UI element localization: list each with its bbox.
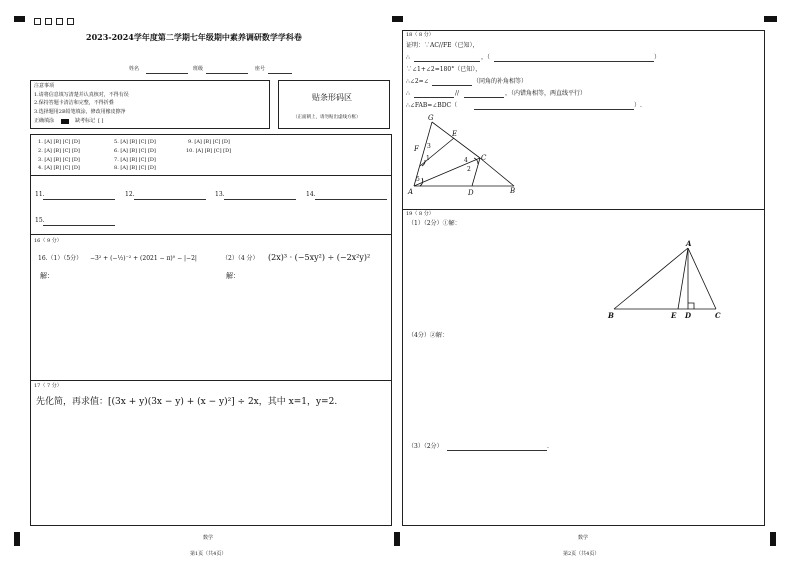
label-C: C: [715, 311, 721, 320]
q18-blank-6[interactable]: [474, 109, 634, 110]
q16-part1-expression: −3² + (−½)⁻² + (2021 − π)⁰ − |−2|: [90, 255, 197, 262]
q18-line-3: ∵∠1+∠2=180°（已知），: [406, 66, 482, 73]
divider-q16: [30, 380, 392, 381]
correct-fill-sample: [61, 119, 69, 124]
q18-line-5-reason: ，（内错角相等，两直线平行）: [505, 90, 587, 97]
registration-mark-bottom-right: [770, 532, 776, 546]
mc-item[interactable]: 4. [A] [B] [C] [D]: [38, 165, 80, 171]
number-box[interactable]: [45, 18, 52, 25]
seat-label: 座号: [255, 66, 266, 72]
label-B: B: [608, 311, 614, 320]
q18-line-2-mid: ，（: [481, 54, 491, 61]
notes-heading: 注意事项: [34, 83, 55, 89]
mc-item[interactable]: 3. [A] [B] [C] [D]: [38, 157, 80, 163]
q18-blank-3[interactable]: [432, 85, 472, 86]
angle-3: 3: [427, 143, 431, 150]
divider-mc: [30, 175, 392, 176]
registration-mark-bottom-center: [394, 532, 400, 546]
correct-fill-label: 正确填涂: [34, 118, 55, 124]
q18-geometry-figure: [406, 112, 526, 198]
q14-answer-line[interactable]: [315, 199, 387, 200]
q19-header: 19（ 8 分）: [406, 211, 434, 217]
q19-part3-end: .: [547, 443, 549, 450]
q16-solve-2: 解：: [226, 272, 240, 280]
q18-blank-1[interactable]: [414, 61, 480, 62]
q16-part2-label: （2）（4 分）: [222, 255, 259, 262]
mc-item[interactable]: 5. [A] [B] [C] [D]: [114, 139, 156, 145]
mc-item[interactable]: 7. [A] [B] [C] [D]: [114, 157, 156, 163]
q14-label: 14.: [306, 191, 316, 198]
class-label: 班级: [193, 66, 204, 72]
absent-mark-label: 缺考标记: [75, 118, 96, 124]
q19-part1: （1）（2分）①解：: [408, 220, 461, 227]
mc-item[interactable]: 2. [A] [B] [C] [D]: [38, 148, 80, 154]
right-footer-page: 第2页（共4页）: [563, 551, 600, 557]
q16-header: 16（ 9 分）: [34, 238, 62, 244]
left-answer-frame: [30, 134, 392, 526]
absent-mark-box[interactable]: [ ]: [98, 118, 104, 124]
q16-solve-1: 解：: [40, 272, 54, 280]
q19-part3: （3）（2分）: [408, 443, 443, 450]
angle-4: 4: [464, 157, 468, 164]
mc-item[interactable]: 9. [A] [B] [C] [D]: [188, 139, 230, 145]
notes-line-1: 1.请将信息填写清楚并认真核对，不得有误: [34, 92, 129, 98]
angle-2: 2: [467, 166, 471, 173]
q13-label: 13.: [215, 191, 225, 198]
q18-line-6: ∴∠FAB=∠BDC（: [406, 102, 458, 109]
registration-mark-bottom-left: [14, 532, 20, 546]
q11-answer-line[interactable]: [43, 199, 115, 200]
exam-title: 2023-2024学年度第二学期七年级期中素养调研数学学科卷: [86, 32, 302, 42]
q18-blank-5[interactable]: [464, 97, 504, 98]
label-C: C: [481, 154, 487, 162]
barcode-note: （正面朝上，请勿贴出虚线方框）: [293, 115, 361, 120]
label-A: A: [408, 188, 414, 196]
exam-number-boxes: [34, 10, 78, 29]
name-label: 姓名: [129, 66, 140, 72]
q19-triangle-figure: [606, 238, 728, 324]
right-footer-subject: 数学: [578, 535, 589, 541]
registration-mark-top-center: [392, 16, 403, 22]
divider-fill: [30, 234, 392, 235]
label-F: F: [414, 145, 419, 153]
q17-question: 先化简，再求值：[(3x + y)(3x − y) + (x − y)²] ÷ 2x，其中 x=1，y=2.: [36, 397, 338, 407]
seat-field[interactable]: [268, 73, 292, 74]
q18-line-5-parallel: //: [455, 90, 460, 97]
class-field[interactable]: [206, 73, 248, 74]
q18-line-1: 证明：∵AC//FE（已知），: [406, 42, 479, 49]
q16-part2-expression: (2x)³ · (−5xy²) ÷ (−2x²y)²: [268, 253, 371, 262]
q18-line-6-end: ）.: [634, 102, 642, 109]
mc-item[interactable]: 10. [A] [B] [C] [D]: [186, 148, 232, 154]
name-field[interactable]: [146, 73, 188, 74]
number-box[interactable]: [67, 18, 74, 25]
q17-header: 17（ 7 分）: [34, 383, 62, 389]
q19-part2: （4分）②解：: [408, 332, 448, 339]
mc-item[interactable]: 8. [A] [B] [C] [D]: [114, 165, 156, 171]
mc-item[interactable]: 6. [A] [B] [C] [D]: [114, 148, 156, 154]
q18-line-2-therefore: ∴: [406, 54, 410, 61]
q12-label: 12.: [125, 191, 135, 198]
barcode-area: [278, 80, 390, 129]
label-G: G: [428, 114, 434, 122]
q15-label: 15.: [35, 217, 45, 224]
q18-line-5-therefore: ∴: [406, 90, 410, 97]
registration-mark-top-right: [764, 16, 777, 22]
q16-part1-label: 16.（1）（5分）: [38, 255, 83, 262]
registration-mark-top-left: [14, 16, 25, 22]
label-E: E: [452, 130, 458, 138]
barcode-title: 贴条形码区: [312, 93, 352, 102]
q13-answer-line[interactable]: [224, 199, 296, 200]
mc-item[interactable]: 1. [A] [B] [C] [D]: [38, 139, 80, 145]
divider-q19: [402, 209, 765, 210]
number-box[interactable]: [34, 18, 41, 25]
q18-line-4-reason: （同角的补角相等）: [473, 78, 528, 85]
q18-line-4: ∴∠2=∠: [406, 78, 429, 85]
notes-box: [30, 80, 270, 129]
notes-line-3: 3.选择题用2B铅笔填涂，修改用橡皮擦净: [34, 109, 126, 115]
notes-line-2: 2.保持答题卡清洁和完整，不得折叠: [34, 100, 114, 106]
q18-line-2-end: ）: [654, 54, 661, 61]
left-footer-subject: 数学: [203, 535, 214, 541]
label-B: B: [510, 187, 516, 195]
q15-answer-line[interactable]: [43, 225, 115, 226]
label-A: A: [686, 239, 692, 248]
q18-header: 18（ 8 分）: [406, 32, 434, 38]
q18-blank-4[interactable]: [414, 97, 454, 98]
q19-part3-answer-line[interactable]: [447, 450, 547, 451]
label-E: E: [671, 311, 677, 320]
q18-blank-2[interactable]: [494, 61, 654, 62]
left-footer-page: 第1页（共4页）: [190, 551, 227, 557]
q11-label: 11.: [35, 191, 45, 198]
angle-5: 5: [416, 176, 420, 183]
angle-1: 1: [426, 155, 430, 162]
q12-answer-line[interactable]: [134, 199, 206, 200]
label-D: D: [685, 311, 692, 320]
label-D: D: [468, 189, 474, 197]
number-box[interactable]: [56, 18, 63, 25]
